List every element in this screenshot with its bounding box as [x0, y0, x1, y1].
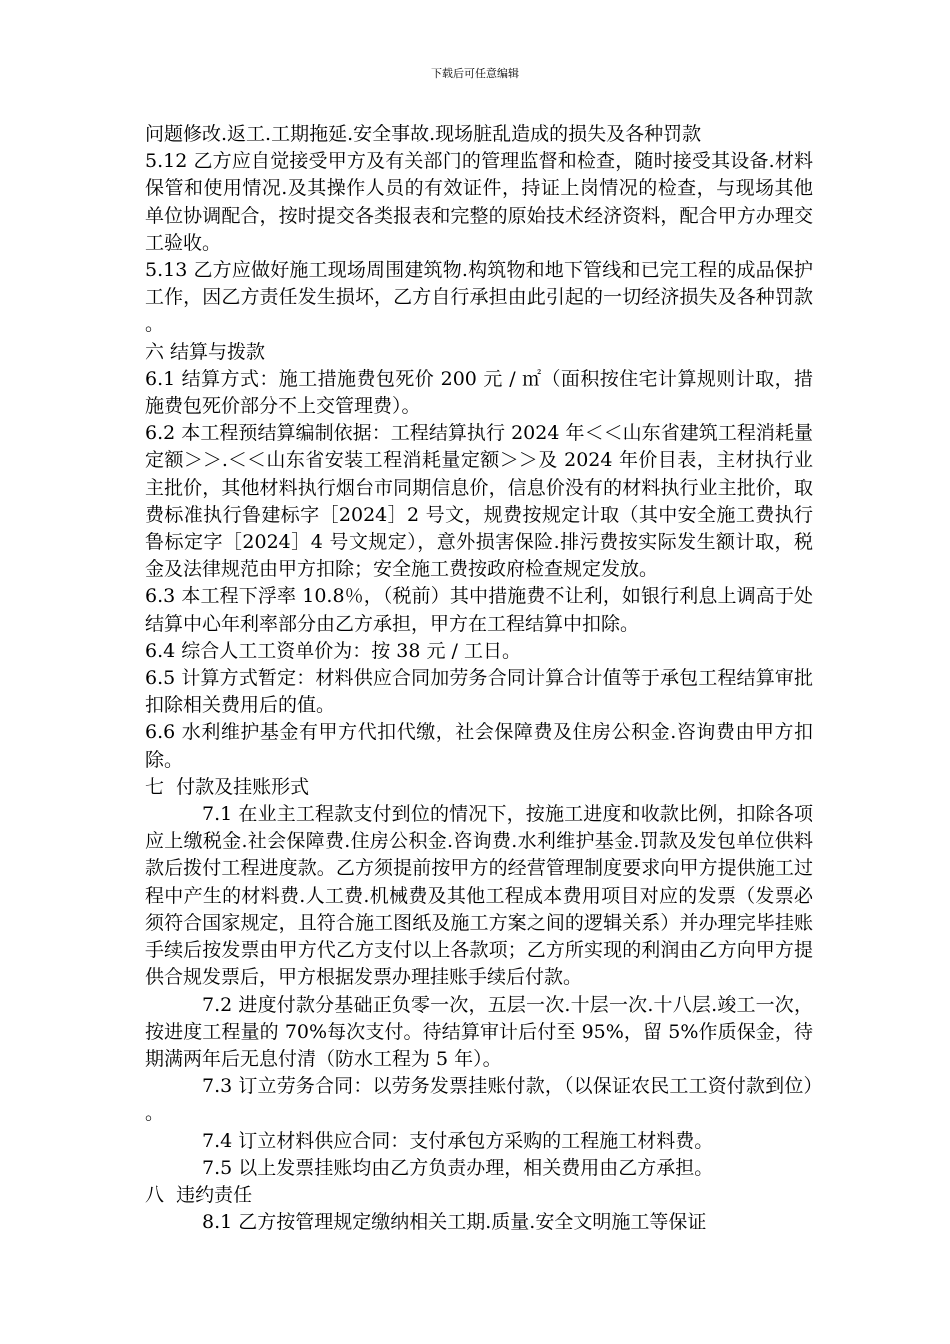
clause-7-3: 7.3 订立劳务合同：以劳务发票挂账付款，（以保证农民工工资付款到位）。	[145, 1075, 813, 1125]
section-heading-6: 六 结算与拨款	[145, 340, 266, 363]
clause-6-2: 6.2 本工程预结算编制依据：工程结算执行 2024 年＜＜山东省建筑工程消耗量定额＞＞.＜＜山东省安装工程消耗量定额＞＞及 2024 年价目表，主材执行业主批价，其他材料执行烟台市同期信息价，信息价没有的材料执行业主批价，取费标准执行鲁建标字［2024］2 号文，规费按规定计取（其中安全施工费执行鲁标定字［2024］4 号文规定），意外损害保险.排污费按实际发生额计取，税金及法律规范由甲方扣除；安全施工费按政府检查规定发放。	[145, 422, 813, 581]
document-body	[145, 121, 813, 1236]
clause-6-1: 6.1 结算方式：施工措施费包死价 200 元 / ㎡（面积按住宅计算规则计取，措施费包死价部分不上交管理费）。	[145, 367, 813, 418]
clause-7-2: 7.2 进度付款分基础正负零一次，五层一次.十层一次.十八层.竣工一次，按进度工程量的 70%每次支付。待结算审计后付至 95%，留 5%作质保金，待期满两年后无息付清（防水工程为 5 年）。	[145, 993, 813, 1070]
page-header	[0, 67, 950, 81]
section-heading-7: 七 付款及挂账形式	[145, 775, 310, 798]
clause-5-12: 5.12 乙方应自觉接受甲方及有关部门的管理监督和检查，随时接受其设备.材料保管和使用情况.及其操作人员的有效证件，持证上岗情况的检查，与现场其他单位协调配合，按时提交各类报表和完整的原始技术经济资料，配合甲方办理交工验收。	[145, 150, 813, 254]
clause-5-13: 5.13 乙方应做好施工现场周围建筑物.构筑物和地下管线和已完工程的成品保护工作，因乙方责任发生损坏，乙方自行承担由此引起的一切经济损失及各种罚款。	[145, 259, 813, 336]
clause-6-6: 6.6 水利维护基金有甲方代扣代缴，社会保障费及住房公积金.咨询费由甲方扣除。	[145, 721, 813, 771]
clause-7-4: 7.4 订立材料供应合同：支付承包方采购的工程施工材料费。	[202, 1129, 714, 1152]
clause-8-1: 8.1 乙方按管理规定缴纳相关工期.质量.安全文明施工等保证	[202, 1211, 707, 1234]
section-heading-8: 八 违约责任	[145, 1183, 253, 1206]
clause-6-4: 6.4 综合人工工资单价为：按 38 元 / 工日。	[145, 639, 521, 662]
clause-6-3: 6.3 本工程下浮率 10.8％，（税前）其中措施费不让利，如银行利息上调高于处结算中心年利率部分由乙方承担，甲方在工程结算中扣除。	[145, 585, 813, 635]
clause-6-5: 6.5 计算方式暂定：材料供应合同加劳务合同计算合计值等于承包工程结算审批扣除相关费用后的值。	[145, 667, 813, 717]
clause-7-5: 7.5 以上发票挂账均由乙方负责办理，相关费用由乙方承担。	[202, 1156, 714, 1179]
clause-5-11-tail: 问题修改.返工.工期拖延.安全事故.现场脏乱造成的损失及各种罚款	[145, 123, 702, 145]
clause-7-1: 7.1 在业主工程款支付到位的情况下，按施工进度和收款比例，扣除各项应上缴税金.社会保障费.住房公积金.咨询费.水利维护基金.罚款及发包单位供料款后拨付工程进度款。乙方须提前按甲方的经营管理制度要求向甲方提供施工过程中产生的材料费.人工费.机械费及其他工程成本费用项目对应的发票（发票必须符合国家规定，且符合施工图纸及施工方案之间的逻辑关系）并办理完毕挂账手续后按发票由甲方代乙方支付以上各款项；乙方所实现的利润由乙方向甲方提供合规发票后，甲方根据发票办理挂账手续后付款。	[145, 803, 813, 989]
header-note: 下载后可任意编辑	[431, 67, 519, 80]
